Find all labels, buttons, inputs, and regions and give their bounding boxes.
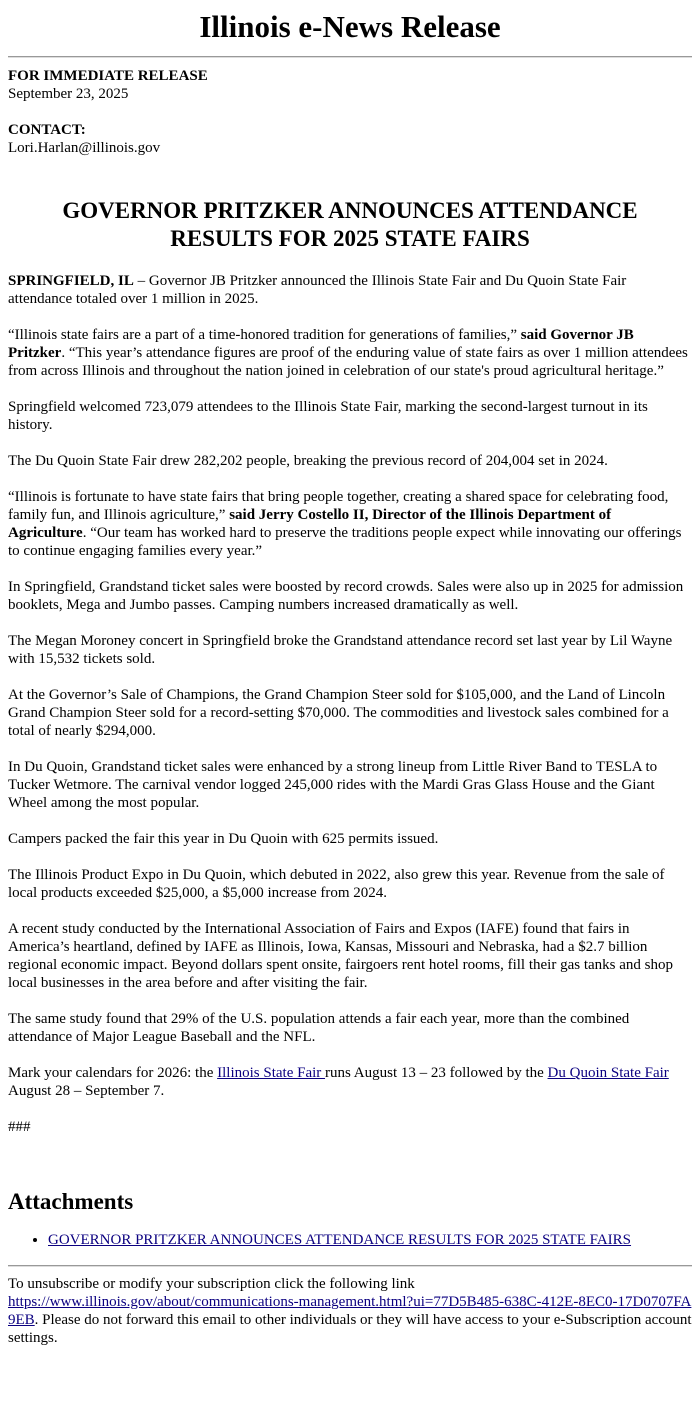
release-body [8,272,692,1136]
email-page [0,9,700,1347]
dateline: SPRINGFIELD, IL [8,273,134,289]
quote-attribution: said Jerry Costello II, Director of the Illinois Department of Agriculture [8,507,612,541]
subscription-management-link[interactable]: https://www.illinois.gov/about/communications-management.html?ui=77D5B485-638C-412E-8EC0-17D0707FA9EB [8,1294,692,1328]
du-quoin-state-fair-link[interactable]: Du Quoin State Fair [547,1065,669,1081]
paragraph-10: Campers packed the fair this year in Du Quoin with 625 permits issued. [8,831,439,847]
paragraph-14: Mark your calendars for 2026: the Illinois State Fair runs August 13 – 23 followed by the Du Quoin State Fair August 28 – September 7. [8,1065,669,1099]
footer [8,1275,692,1347]
release-date: September 23, 2025 [8,86,129,102]
paragraph-3: Springfield welcomed 723,079 attendees to the Illinois State Fair, marking the second-largest turnout in its history. [8,399,648,433]
paragraph-5: “Illinois is fortunate to have state fairs that bring people together, creating a shared space for celebrating food, family fun, and Illinois agriculture,” said Jerry Costello II, Director of the Illinois Department of Agriculture. “Our team has worked hard to preserve the traditions people expect while innovating our offerings to continue engaging families every year.” [8,489,682,559]
contact-label: CONTACT: [8,122,86,138]
attachment-item [48,1231,692,1249]
headline: GOVERNOR PRITZKER ANNOUNCES ATTENDANCE RESULTS FOR 2025 STATE FAIRS [62,198,638,251]
paragraph-12: A recent study conducted by the International Association of Fairs and Expos (IAFE) found that fairs in America’s heartland, defined by IAFE as Illinois, Iowa, Kansas, Missouri and Nebraska, had a $2.7 billion regional economic impact. Beyond dollars spent onsite, fairgoers rent hotel rooms, fill their gas tanks and shop local businesses in the area before and after visiting the fair. [8,921,673,991]
paragraph-9: In Du Quoin, Grandstand ticket sales were enhanced by a strong lineup from Little River Band to TESLA to Tucker Wetmore. The carnival vendor logged 245,000 rides with the Mardi Gras Glass House and the Giant Wheel among the most popular. [8,759,658,811]
paragraph-11: The Illinois Product Expo in Du Quoin, which debuted in 2022, also grew this year. Revenue from the sale of local products exceeded $25,000, a $5,000 increase from 2024. [8,867,665,901]
banner-title: Illinois e-News Release [199,9,501,44]
contact-email: Lori.Harlan@illinois.gov [8,140,161,156]
paragraph-6: In Springfield, Grandstand ticket sales were boosted by record crowds. Sales were also up in 2025 for admission booklets, Mega and Jumbo passes. Camping numbers increased dramatically as well. [8,579,684,613]
release-meta [8,67,692,157]
paragraph-4: The Du Quoin State Fair drew 282,202 people, breaking the previous record of 204,004 set in 2024. [8,453,608,469]
paragraph-8: At the Governor’s Sale of Champions, the Grand Champion Steer sold for $105,000, and the Land of Lincoln Grand Champion Steer sold for a record-setting $70,000. The commodities and livestock sales combined for a total of nearly $294,000. [8,687,669,739]
footer-text: To unsubscribe or modify your subscription click the following link https://www.illinois.gov/about/communications-management.html?ui=77D5B485-638C-412E-8EC0-17D0707FA9EB. Please do not forward this email to other individuals or they will have access to your e-Subscription account settings. [8,1276,692,1346]
end-mark: ### [8,1119,31,1135]
release-label: FOR IMMEDIATE RELEASE [8,68,208,84]
attachments-list [8,1231,692,1249]
footer-divider [8,1265,692,1267]
attachment-link[interactable]: GOVERNOR PRITZKER ANNOUNCES ATTENDANCE RESULTS FOR 2025 STATE FAIRS [48,1232,632,1248]
paragraph-1: SPRINGFIELD, IL – Governor JB Pritzker announced the Illinois State Fair and Du Quoin State Fair attendance totaled over 1 million in 2025. [8,273,627,307]
paragraph-2: “Illinois state fairs are a part of a time-honored tradition for generations of families,” said Governor JB Pritzker. “This year’s attendance figures are proof of the enduring value of state fairs as over 1 million attendees from across Illinois and throughout the nation joined in celebration of our state's proud agricultural heritage.” [8,327,688,379]
paragraph-7: The Megan Moroney concert in Springfield broke the Grandstand attendance record set last year by Lil Wayne with 15,532 tickets sold. [8,633,673,667]
paragraph-13: The same study found that 29% of the U.S. population attends a fair each year, more than the combined attendance of Major League Baseball and the NFL. [8,1011,630,1045]
quote-attribution: said Governor JB Pritzker [8,327,634,361]
attachments-heading: Attachments [8,1189,134,1214]
illinois-state-fair-link[interactable]: Illinois State Fair [217,1065,326,1081]
top-divider [8,56,692,58]
